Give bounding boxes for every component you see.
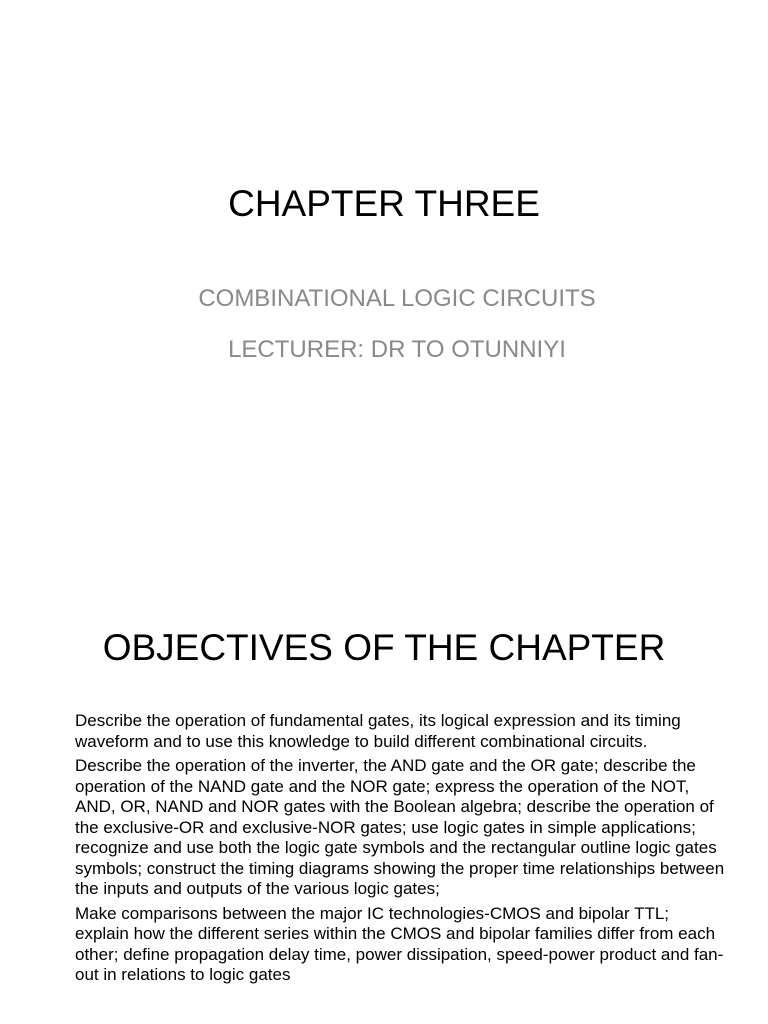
lecturer-line: LECTURER: DR TO OTUNNIYI	[228, 336, 566, 363]
chapter-subtitle: COMBINATIONAL LOGIC CIRCUITS	[198, 285, 596, 312]
objective-item: Describe the operation of the inverter, the AND gate and the OR gate; describe the operation of the NAND gate and the NOR gate; express the operation of the NOT, AND, OR, NAND and NOR gates with the Boolean algebra; describe the operation of the exclusive-OR and exclusive-NOR gates; use logic gates in simple applications; recognize and use both the logic gate symbols and the rectangular outline logic gates symbols; construct the timing diagrams showing the proper time relationships between the inputs and outputs of the various logic gates;	[75, 756, 725, 898]
chapter-title: CHAPTER THREE	[228, 183, 540, 224]
objectives-list	[75, 711, 725, 990]
objective-item: Describe the operation of fundamental gates, its logical expression and its timing waveform and to use this knowledge to build different combinational circuits.	[75, 711, 681, 751]
objectives-slide	[0, 576, 768, 1024]
objective-item: Make comparisons between the major IC technologies-CMOS and bipolar TTL; explain how the different series within the CMOS and bipolar families differ from each other; define propagation delay time, power dissipation, speed-power product and fan-out in relations to logic gates	[75, 903, 724, 984]
objectives-title: OBJECTIVES OF THE CHAPTER	[102, 627, 666, 668]
